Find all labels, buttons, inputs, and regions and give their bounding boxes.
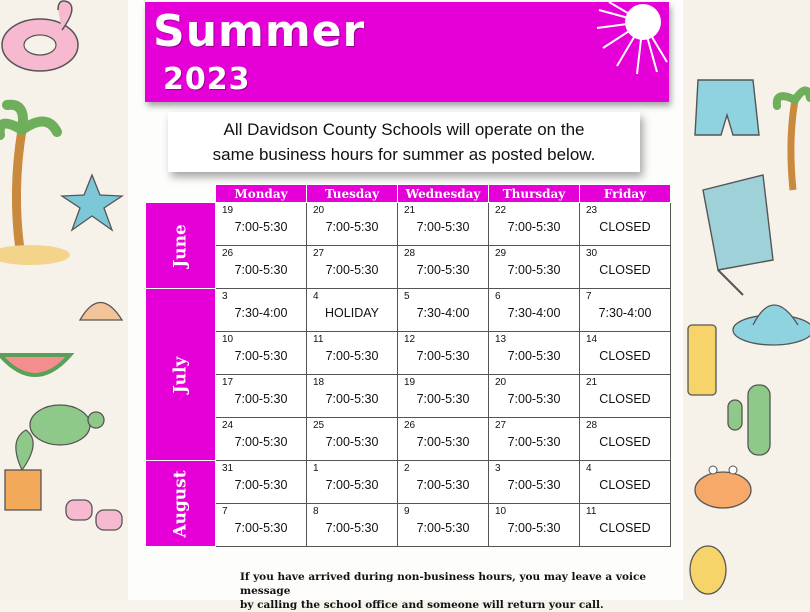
day-cell [489,203,580,246]
day-cell [489,461,580,504]
day-cell [307,332,398,375]
day-hours: 7:00-5:30 [416,220,470,234]
header-banner [145,2,669,102]
cactus-icon [728,385,770,455]
day-hours: CLOSED [599,435,651,449]
day-number: 4 [586,463,592,474]
day-cell [307,246,398,289]
pineapple-icon [690,546,726,594]
day-number: 27 [495,420,507,431]
month-name: July [170,356,191,393]
day-number: 1 [313,463,319,474]
day-hours: 7:00-5:30 [416,392,470,406]
day-cell [216,203,307,246]
day-cell [489,418,580,461]
day-hours: 7:00-5:30 [234,263,288,277]
day-hours: CLOSED [599,263,651,277]
weekday-header: Tuesday [307,185,398,203]
palm-tree-icon [0,105,70,265]
day-number: 28 [586,420,598,431]
day-number: 10 [222,334,234,345]
day-number: 7 [586,291,592,302]
day-number: 24 [222,420,234,431]
day-cell [398,461,489,504]
day-hours: 7:30-4:00 [507,306,561,320]
weekday-header: Thursday [489,185,580,203]
day-cell [580,246,671,289]
week-row [146,375,671,418]
week-row [146,332,671,375]
day-hours: 7:00-5:30 [325,349,379,363]
day-hours: 7:00-5:30 [234,392,288,406]
day-number: 10 [495,506,507,517]
day-hours: 7:30-4:00 [416,306,470,320]
sunglasses-icon [66,500,122,530]
week-row [146,246,671,289]
day-hours: 7:00-5:30 [234,220,288,234]
day-number: 3 [495,463,501,474]
day-cell [580,504,671,547]
day-number: 20 [313,205,325,216]
day-number: 7 [222,506,228,517]
day-number: 19 [222,205,234,216]
day-hours: 7:00-5:30 [234,478,288,492]
day-cell [307,504,398,547]
day-number: 27 [313,248,325,259]
day-hours: 7:00-5:30 [507,220,561,234]
day-number: 13 [495,334,507,345]
day-number: 17 [222,377,234,388]
day-hours: 7:00-5:30 [416,478,470,492]
day-number: 8 [313,506,319,517]
seashell-icon [80,303,122,321]
day-number: 6 [495,291,501,302]
day-number: 22 [495,205,507,216]
day-hours: 7:00-5:30 [234,435,288,449]
day-cell [580,418,671,461]
day-number: 3 [222,291,228,302]
day-number: 25 [313,420,325,431]
crab-icon [695,466,751,508]
day-cell [580,332,671,375]
week-row [146,461,671,504]
day-number: 19 [404,377,416,388]
day-hours: 7:00-5:30 [234,521,288,535]
day-hours: 7:00-5:30 [416,435,470,449]
day-hours: CLOSED [599,478,651,492]
day-cell [216,289,307,332]
day-hours: 7:00-5:30 [325,521,379,535]
day-hours: 7:00-5:30 [325,220,379,234]
turtle-icon [30,405,104,445]
day-number: 9 [404,506,410,517]
week-row [146,203,671,246]
sun-hat-icon [733,305,810,345]
swim-shorts-icon [695,80,759,135]
header-corner [146,185,216,203]
day-number: 5 [404,291,410,302]
summer-hours-calendar [145,184,671,547]
week-row [146,289,671,332]
sun-icon [593,2,669,78]
day-cell [398,375,489,418]
flamingo-float-icon [2,1,78,71]
day-hours: 7:00-5:30 [325,435,379,449]
day-cell [489,289,580,332]
day-hours: 7:30-4:00 [234,306,288,320]
day-number: 14 [586,334,598,345]
day-cell [489,375,580,418]
day-cell [489,246,580,289]
day-cell [489,332,580,375]
day-number: 31 [222,463,234,474]
day-hours: CLOSED [599,349,651,363]
day-number: 23 [586,205,598,216]
day-cell [489,504,580,547]
weekday-header: Monday [216,185,307,203]
month-name: August [170,469,191,538]
day-cell [216,504,307,547]
day-hours: HOLIDAY [325,306,379,320]
day-cell [307,461,398,504]
day-hours: CLOSED [599,220,651,234]
day-hours: 7:00-5:30 [325,263,379,277]
day-cell [580,461,671,504]
day-hours: 7:30-4:00 [598,306,652,320]
weekday-header: Friday [580,185,671,203]
notice-line-2: same business hours for summer as posted below. [212,145,596,164]
day-cell [580,203,671,246]
day-cell [580,289,671,332]
day-hours: CLOSED [599,392,651,406]
day-hours: 7:00-5:30 [507,521,561,535]
month-label-june [146,203,216,289]
day-cell [216,418,307,461]
month-label-august [146,461,216,547]
day-cell [398,332,489,375]
left-decor-border [0,0,128,600]
day-cell [398,289,489,332]
day-number: 11 [313,334,324,345]
day-number: 4 [313,291,319,302]
footer-line-1: If you have arrived during non-business hours, you may leave a voice message [240,571,647,597]
sunscreen-icon [688,325,716,395]
starfish-icon [62,175,122,230]
notice-box [168,112,640,172]
day-number: 21 [404,205,416,216]
month-name: June [170,223,191,268]
day-cell [398,504,489,547]
banner-title: Summer [153,6,366,57]
watermelon-icon [0,355,70,375]
day-hours: 7:00-5:30 [507,435,561,449]
day-number: 26 [222,248,234,259]
palm-tree-icon [777,90,810,190]
day-hours: 7:00-5:30 [325,392,379,406]
day-cell [398,418,489,461]
footer-note [240,570,670,612]
day-number: 2 [404,463,410,474]
day-hours: 7:00-5:30 [507,349,561,363]
day-number: 21 [586,377,598,388]
potted-plant-icon [5,430,41,510]
day-hours: 7:00-5:30 [507,478,561,492]
day-number: 18 [313,377,325,388]
day-hours: CLOSED [599,521,651,535]
day-cell [307,375,398,418]
day-number: 12 [404,334,416,345]
banner-year: 2023 [163,62,251,97]
beach-chair-icon [703,175,773,295]
day-cell [398,203,489,246]
day-cell [398,246,489,289]
day-number: 26 [404,420,416,431]
day-cell [307,418,398,461]
week-row [146,418,671,461]
day-hours: 7:00-5:30 [416,263,470,277]
day-cell [216,375,307,418]
day-cell [216,246,307,289]
weekday-header: Wednesday [398,185,489,203]
day-number: 11 [586,506,597,517]
day-number: 20 [495,377,507,388]
right-decor-border [683,0,810,600]
day-hours: 7:00-5:30 [507,263,561,277]
week-row [146,504,671,547]
day-cell [580,375,671,418]
notice-line-1: All Davidson County Schools will operate on the [223,120,585,139]
footer-line-2: by calling the school office and someone will return your call. [240,599,604,611]
weekday-header-row [146,185,671,203]
day-cell [307,203,398,246]
day-hours: 7:00-5:30 [325,478,379,492]
day-hours: 7:00-5:30 [416,349,470,363]
day-hours: 7:00-5:30 [234,349,288,363]
month-label-july [146,289,216,461]
day-number: 28 [404,248,416,259]
day-number: 29 [495,248,507,259]
day-number: 30 [586,248,598,259]
day-hours: 7:00-5:30 [416,521,470,535]
day-cell [216,461,307,504]
day-cell [307,289,398,332]
day-cell [216,332,307,375]
day-hours: 7:00-5:30 [507,392,561,406]
